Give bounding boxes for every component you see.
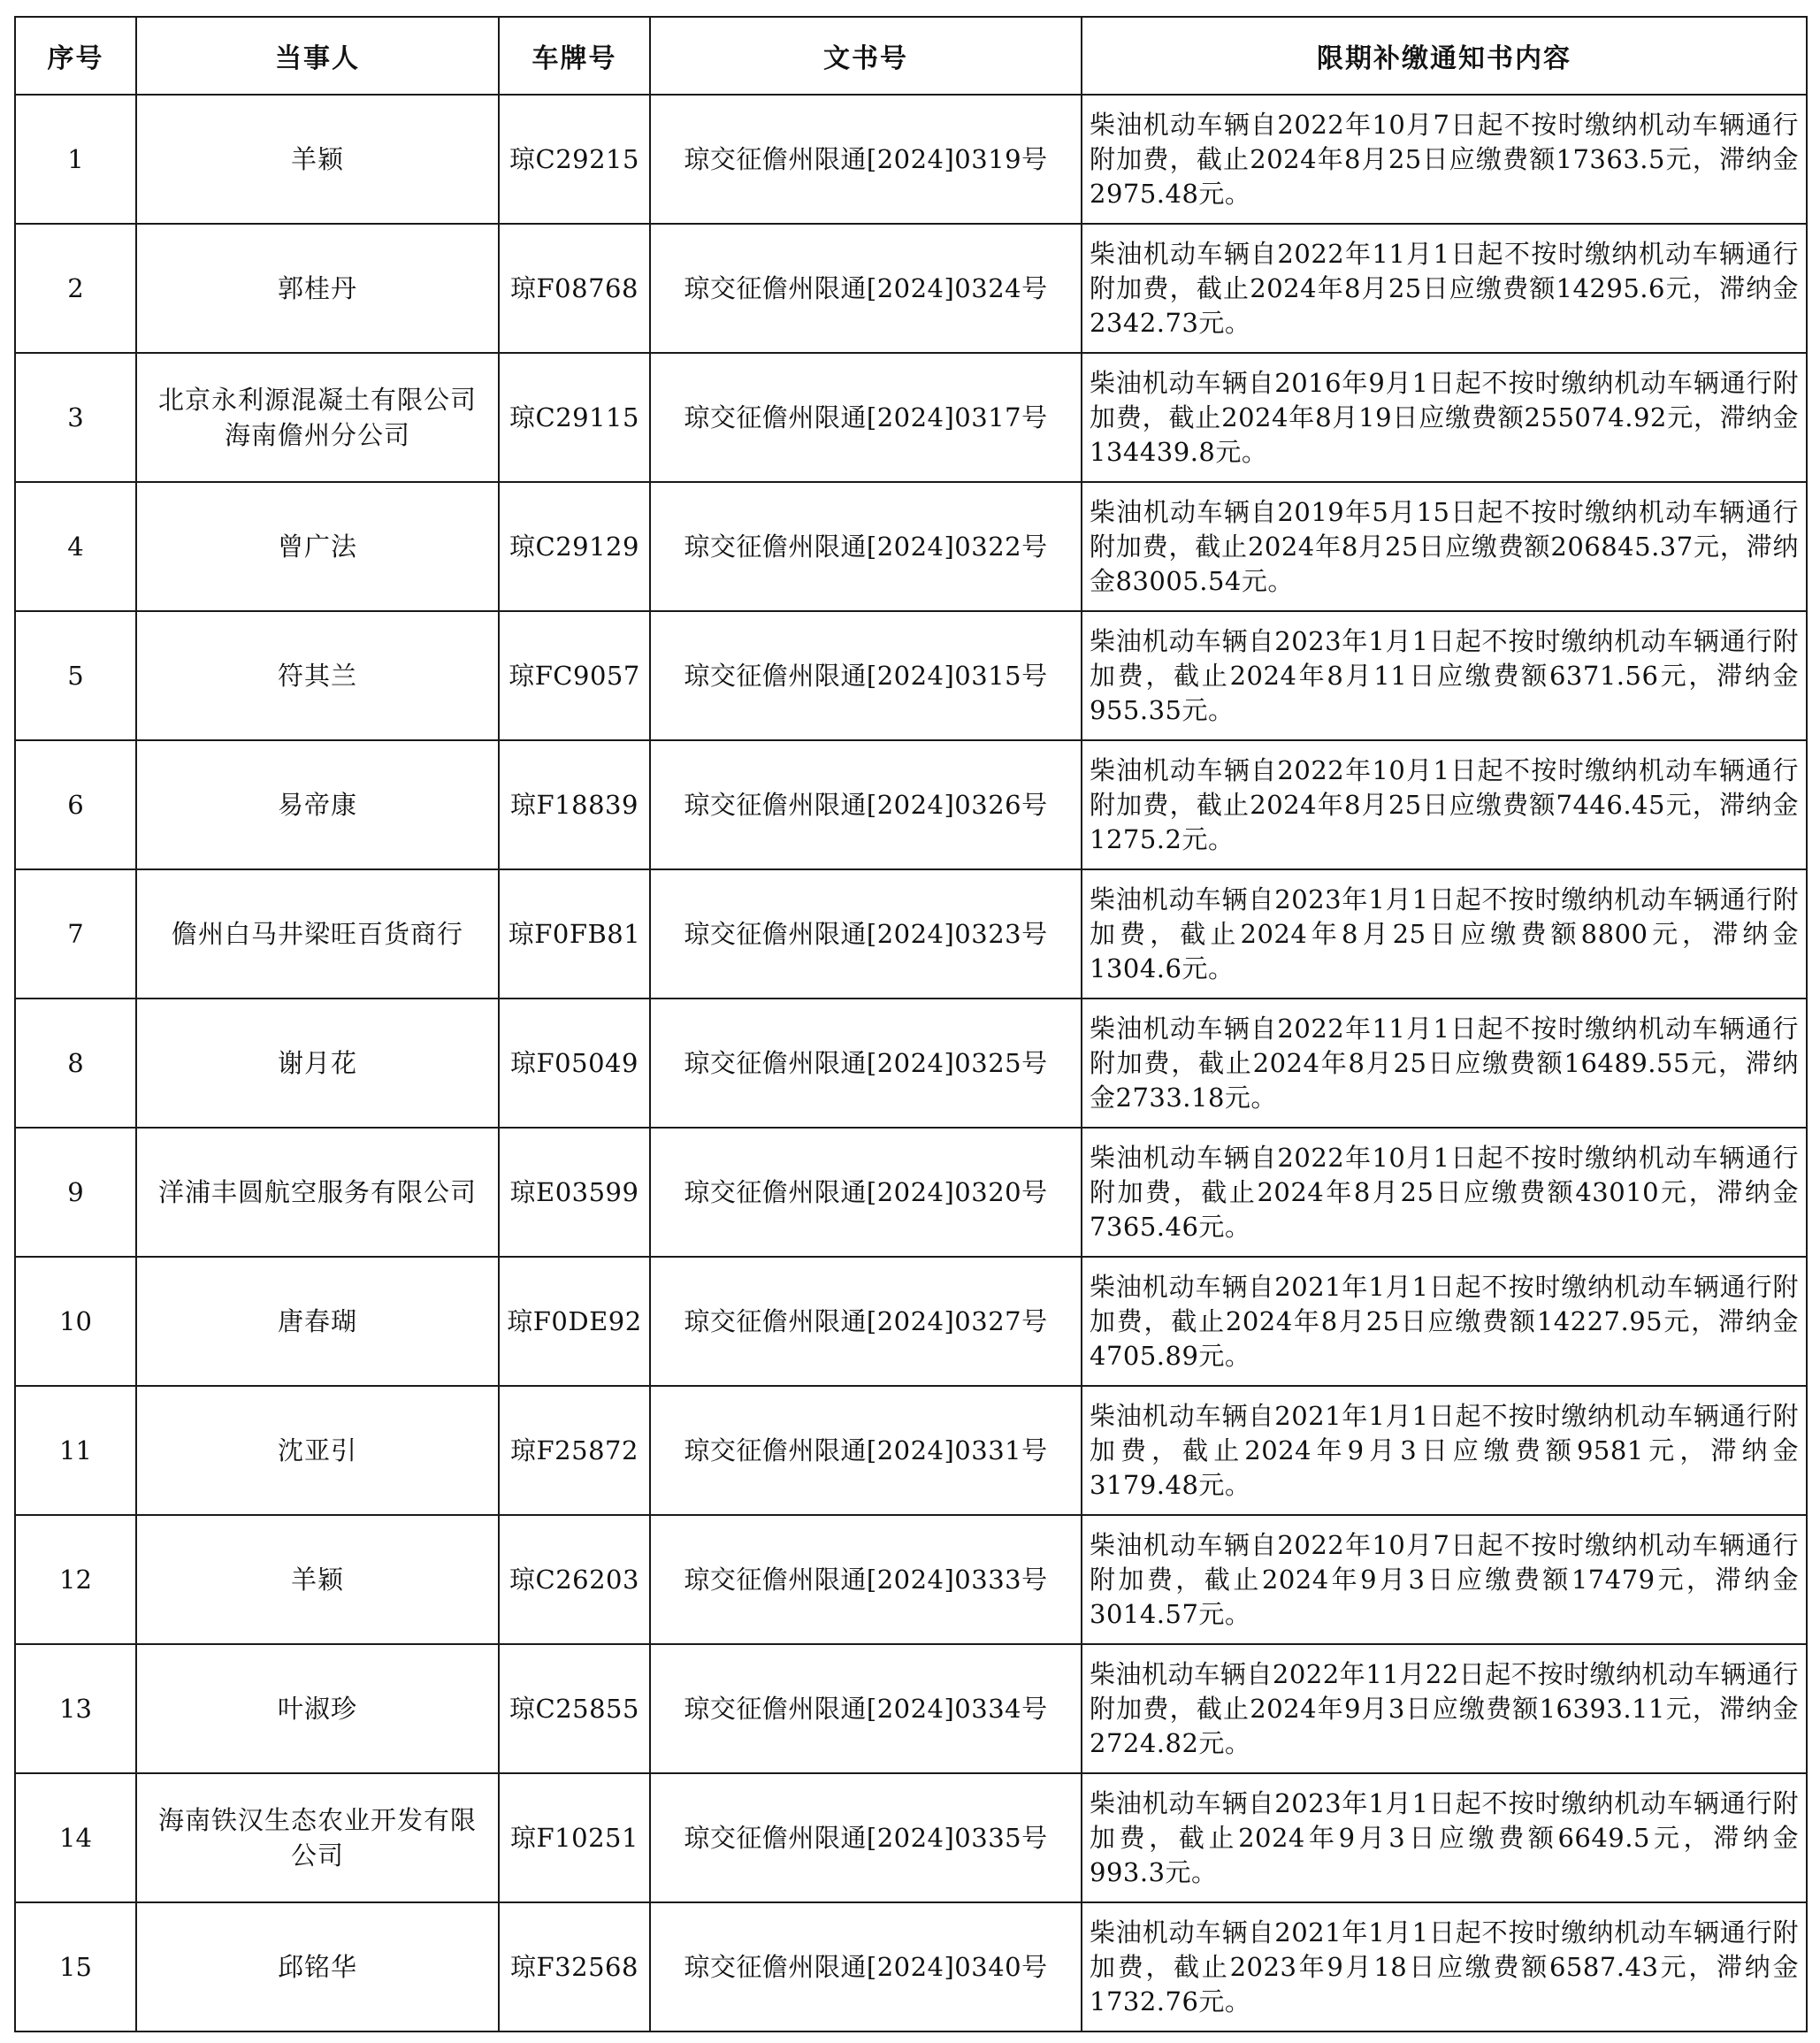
row-party: 邱铭华 [136,1902,499,2032]
table-row [15,353,1807,482]
row-plate: 琼F18839 [499,740,650,869]
row-seq: 3 [15,353,136,482]
row-party: 叶淑珍 [136,1644,499,1773]
row-seq: 12 [15,1515,136,1644]
row-content: 柴油机动车辆自2021年1月1日起不按时缴纳机动车辆通行附加费，截止2024年9月3日应缴费额9581元，滞纳金3179.48元。 [1082,1386,1807,1515]
row-doc: 琼交征儋州限通[2024]0325号 [650,999,1082,1128]
row-content: 柴油机动车辆自2021年1月1日起不按时缴纳机动车辆通行附加费，截止2024年8月25日应缴费额14227.95元，滞纳金4705.89元。 [1082,1257,1807,1386]
header-doc: 文书号 [650,17,1082,95]
row-doc: 琼交征儋州限通[2024]0331号 [650,1386,1082,1515]
row-content: 柴油机动车辆自2019年5月15日起不按时缴纳机动车辆通行附加费，截止2024年8月25日应缴费额206845.37元，滞纳金83005.54元。 [1082,482,1807,611]
row-party: 郭桂丹 [136,224,499,353]
row-party: 符其兰 [136,611,499,740]
table-row [15,1902,1807,2032]
table-row [15,740,1807,869]
row-content: 柴油机动车辆自2022年10月7日起不按时缴纳机动车辆通行附加费，截止2024年8月25日应缴费额17363.5元，滞纳金2975.48元。 [1082,95,1807,224]
table-row [15,224,1807,353]
row-doc: 琼交征儋州限通[2024]0320号 [650,1128,1082,1257]
row-doc: 琼交征儋州限通[2024]0340号 [650,1902,1082,2032]
row-seq: 4 [15,482,136,611]
row-doc: 琼交征儋州限通[2024]0324号 [650,224,1082,353]
row-doc: 琼交征儋州限通[2024]0334号 [650,1644,1082,1773]
row-party: 谢月花 [136,999,499,1128]
notice-table-container [14,16,1808,2032]
row-party: 易帝康 [136,740,499,869]
row-party: 洋浦丰圆航空服务有限公司 [136,1128,499,1257]
row-plate: 琼C29129 [499,482,650,611]
table-row [15,95,1807,224]
row-plate: 琼C29215 [499,95,650,224]
row-party: 唐春瑚 [136,1257,499,1386]
row-seq: 14 [15,1773,136,1902]
row-content: 柴油机动车辆自2022年11月22日起不按时缴纳机动车辆通行附加费，截止2024年9月3日应缴费额16393.11元，滞纳金2724.82元。 [1082,1644,1807,1773]
row-plate: 琼F08768 [499,224,650,353]
table-row [15,1386,1807,1515]
table-row [15,1773,1807,1902]
row-seq: 15 [15,1902,136,2032]
row-content: 柴油机动车辆自2021年1月1日起不按时缴纳机动车辆通行附加费，截止2023年9月18日应缴费额6587.43元，滞纳金1732.76元。 [1082,1902,1807,2032]
table-row [15,869,1807,999]
row-seq: 13 [15,1644,136,1773]
header-party: 当事人 [136,17,499,95]
row-content: 柴油机动车辆自2022年10月1日起不按时缴纳机动车辆通行附加费，截止2024年8月25日应缴费额43010元，滞纳金7365.46元。 [1082,1128,1807,1257]
row-seq: 8 [15,999,136,1128]
table-row [15,482,1807,611]
row-party: 海南铁汉生态农业开发有限公司 [136,1773,499,1902]
row-seq: 11 [15,1386,136,1515]
table-row [15,999,1807,1128]
row-plate: 琼FC9057 [499,611,650,740]
row-content: 柴油机动车辆自2023年1月1日起不按时缴纳机动车辆通行附加费，截止2024年8月25日应缴费额8800元，滞纳金1304.6元。 [1082,869,1807,999]
row-plate: 琼E03599 [499,1128,650,1257]
row-plate: 琼F10251 [499,1773,650,1902]
row-content: 柴油机动车辆自2023年1月1日起不按时缴纳机动车辆通行附加费，截止2024年9月3日应缴费额6649.5元，滞纳金993.3元。 [1082,1773,1807,1902]
row-seq: 1 [15,95,136,224]
row-plate: 琼F25872 [499,1386,650,1515]
row-plate: 琼F05049 [499,999,650,1128]
row-doc: 琼交征儋州限通[2024]0317号 [650,353,1082,482]
row-party: 沈亚引 [136,1386,499,1515]
table-row [15,1515,1807,1644]
header-content: 限期补缴通知书内容 [1082,17,1807,95]
row-content: 柴油机动车辆自2022年10月1日起不按时缴纳机动车辆通行附加费，截止2024年8月25日应缴费额7446.45元，滞纳金1275.2元。 [1082,740,1807,869]
header-seq: 序号 [15,17,136,95]
row-plate: 琼C25855 [499,1644,650,1773]
table-header-row [15,17,1807,95]
row-seq: 6 [15,740,136,869]
table-row [15,1257,1807,1386]
row-plate: 琼C29115 [499,353,650,482]
row-doc: 琼交征儋州限通[2024]0333号 [650,1515,1082,1644]
header-plate: 车牌号 [499,17,650,95]
payment-notice-table [14,16,1808,2032]
row-seq: 5 [15,611,136,740]
row-plate: 琼F0DE92 [499,1257,650,1386]
row-party: 儋州白马井梁旺百货商行 [136,869,499,999]
row-content: 柴油机动车辆自2023年1月1日起不按时缴纳机动车辆通行附加费，截止2024年8月11日应缴费额6371.56元，滞纳金955.35元。 [1082,611,1807,740]
row-doc: 琼交征儋州限通[2024]0322号 [650,482,1082,611]
row-plate: 琼F32568 [499,1902,650,2032]
row-seq: 9 [15,1128,136,1257]
table-row [15,1644,1807,1773]
row-doc: 琼交征儋州限通[2024]0335号 [650,1773,1082,1902]
row-content: 柴油机动车辆自2022年10月7日起不按时缴纳机动车辆通行附加费，截止2024年9月3日应缴费额17479元，滞纳金3014.57元。 [1082,1515,1807,1644]
row-content: 柴油机动车辆自2022年11月1日起不按时缴纳机动车辆通行附加费，截止2024年8月25日应缴费额16489.55元，滞纳金2733.18元。 [1082,999,1807,1128]
row-seq: 10 [15,1257,136,1386]
row-content: 柴油机动车辆自2016年9月1日起不按时缴纳机动车辆通行附加费，截止2024年8月19日应缴费额255074.92元，滞纳金134439.8元。 [1082,353,1807,482]
row-doc: 琼交征儋州限通[2024]0315号 [650,611,1082,740]
table-row [15,1128,1807,1257]
row-seq: 2 [15,224,136,353]
row-doc: 琼交征儋州限通[2024]0323号 [650,869,1082,999]
row-content: 柴油机动车辆自2022年11月1日起不按时缴纳机动车辆通行附加费，截止2024年8月25日应缴费额14295.6元，滞纳金2342.73元。 [1082,224,1807,353]
row-plate: 琼F0FB81 [499,869,650,999]
row-party: 羊颖 [136,1515,499,1644]
row-doc: 琼交征儋州限通[2024]0327号 [650,1257,1082,1386]
row-party: 羊颖 [136,95,499,224]
row-plate: 琼C26203 [499,1515,650,1644]
table-row [15,611,1807,740]
row-party: 曾广法 [136,482,499,611]
row-seq: 7 [15,869,136,999]
row-doc: 琼交征儋州限通[2024]0319号 [650,95,1082,224]
row-doc: 琼交征儋州限通[2024]0326号 [650,740,1082,869]
row-party: 北京永利源混凝土有限公司海南儋州分公司 [136,353,499,482]
